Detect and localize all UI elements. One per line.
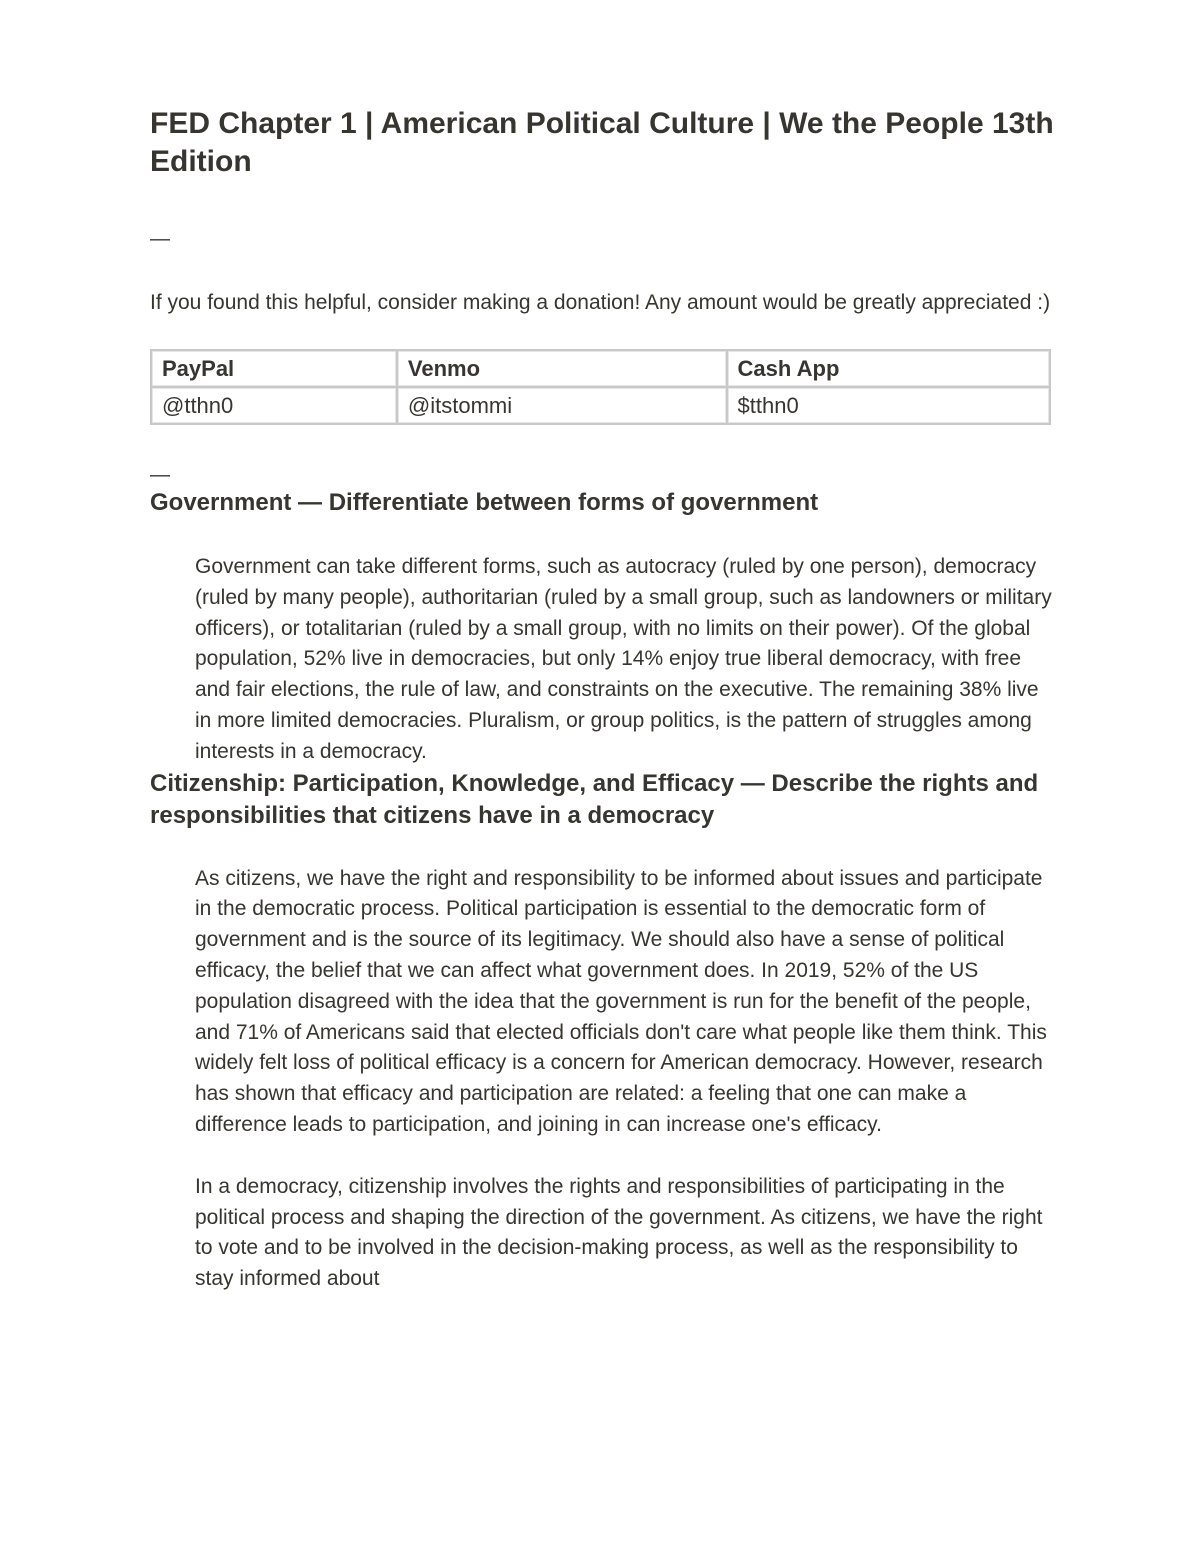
paypal-handle: @tthn0 bbox=[151, 387, 397, 424]
divider: — bbox=[150, 464, 170, 486]
page-title: FED Chapter 1 | American Political Culture | We the People 13th Edition bbox=[150, 107, 1054, 178]
table-header-paypal: PayPal bbox=[151, 350, 397, 387]
section-heading-citizenship: Citizenship: Participation, Knowledge, and Efficacy — Describe the rights and responsibilities that citizens have in a democracy bbox=[150, 769, 1039, 829]
cashapp-handle: $tthn0 bbox=[727, 387, 1050, 424]
venmo-handle: @itstommi bbox=[397, 387, 727, 424]
divider: — bbox=[150, 228, 170, 250]
paragraph-citizenship-2: In a democracy, citizenship involves the rights and responsibilities of participating in the political process and shaping the direction of the government. As citizens, we have the right to vote and to be involved in the decision-making process, as well as the responsibility to stay informed about bbox=[195, 1174, 1043, 1291]
paragraph-government: Government can take different forms, such as autocracy (ruled by one person), democracy (ruled by many people), authoritarian (ruled by a small group, such as landowners or military officers), or totalitarian (ruled by a small group, with no limits on their power). Of the global population, 52% live in democracies, but only 14% enjoy true liberal democracy, with free and fair elections, the rule of law, and constraints on the executive. The remaining 38% live in more limited democracies. Pluralism, or group politics, is the pattern of struggles among interests in a democracy. bbox=[195, 555, 1052, 763]
paragraph-citizenship-1: As citizens, we have the right and responsibility to be informed about issues and participate in the democratic process. Political participation is essential to the democratic form of government and is the source of its legitimacy. We should also have a sense of political efficacy, the belief that we can affect what government does. In 2019, 52% of the US population disagreed with the idea that the government is run for the benefit of the people, and 71% of Americans said that elected officials don't care what people like them think. This widely felt loss of political efficacy is a concern for American democracy. However, research has shown that efficacy and participation are related: a feeling that one can make a difference leads to participation, and joining in can increase one's efficacy. bbox=[195, 866, 1047, 1136]
table-row bbox=[151, 387, 1050, 424]
section-heading-government: Government — Differentiate between forms of government bbox=[150, 489, 819, 516]
donation-table bbox=[150, 349, 1051, 425]
table-header-cashapp: Cash App bbox=[727, 350, 1050, 387]
table-header-row bbox=[151, 350, 1050, 387]
table-header-venmo: Venmo bbox=[397, 350, 727, 387]
donation-intro: If you found this helpful, consider making a donation! Any amount would be greatly appreciated :) bbox=[150, 291, 1051, 314]
document-page bbox=[150, 105, 1055, 1295]
